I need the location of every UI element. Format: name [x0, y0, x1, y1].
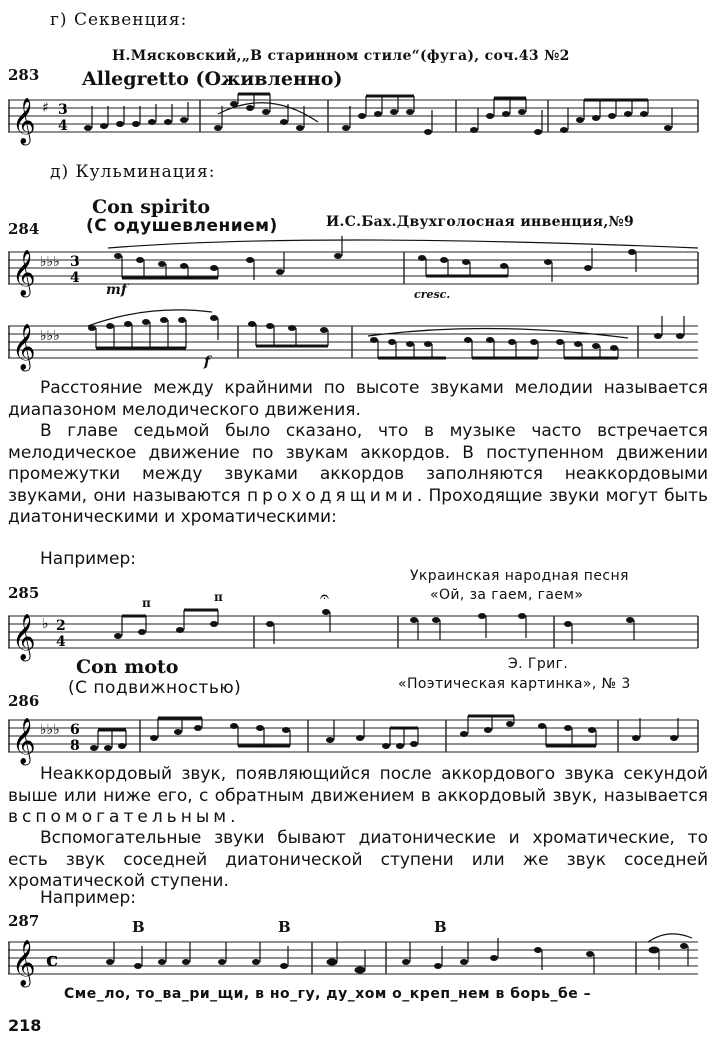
mark-p-2: п	[214, 590, 223, 604]
example-283-number: 283	[8, 66, 40, 84]
treble-clef-icon: 𝄞	[12, 98, 36, 144]
dynamic-f: f	[204, 354, 211, 370]
svg-text:3: 3	[70, 254, 80, 270]
paragraph-auxiliary-text: Неаккордовый звук, появляющийся после аккордового звука секундой выше или ниже его, с обратным движением в аккордовый звук, называется	[8, 764, 708, 806]
mark-v-3: В	[434, 918, 447, 936]
paragraph-auxiliary-types	[8, 828, 708, 893]
svg-text:4: 4	[70, 270, 80, 286]
treble-clef-icon: 𝄞	[12, 718, 36, 764]
page-number: 218	[8, 1016, 42, 1035]
paragraph-range-text: Расстояние между крайними по высоте звуками мелодии называется диапазоном мелодического движения.	[8, 378, 708, 420]
for-example-2: Например:	[40, 888, 136, 908]
treble-clef-icon: 𝄞	[12, 614, 36, 660]
paragraph-range	[8, 378, 708, 421]
staff-284-b	[8, 318, 708, 368]
svg-text:6: 6	[70, 722, 80, 738]
staff-283	[8, 92, 708, 142]
example-287-lyrics: Сме_ло, то_ва_ри_щи, в но_гу, ду_хом о_креп_нем в борь_бе –	[64, 986, 592, 1002]
staff-286	[8, 712, 708, 762]
key-signature: ♯	[42, 100, 49, 116]
example-285-source-2: «Ой, за гаем, гаем»	[430, 587, 584, 603]
paragraph-passing-text-end: . Проходящие звуки могут быть диатоническими и хроматическими:	[8, 485, 708, 528]
dynamic-cresc: cresc.	[414, 288, 451, 301]
svg-text:8: 8	[70, 738, 80, 754]
example-283-tempo: Allegretto (Оживленно)	[82, 68, 343, 90]
notes	[90, 716, 678, 752]
example-283-source: Н.Мясковский,„В старинном стиле“(фуга), соч.43 №2	[112, 48, 570, 64]
treble-clef-icon: 𝄞	[12, 324, 36, 370]
svg-text:4: 4	[58, 118, 68, 134]
example-284-tempo-ru: (С одушевлением)	[86, 216, 278, 236]
staff-287	[8, 934, 708, 984]
paragraph-passing-tones	[8, 421, 708, 529]
example-286-number: 286	[8, 692, 40, 710]
term-auxiliary: вспомогательным	[8, 807, 231, 828]
treble-clef-icon: 𝄞	[12, 940, 36, 986]
paragraph-passing-text: В главе седьмой было сказано, что в музыке часто встречается мелодическое движение по звукам аккордов. В поступенном движении промежутки между звуками аккордов заполняются неаккордовыми звуками, они называются	[8, 421, 708, 506]
paragraph-auxiliary-types-text: Вспомогательные звуки бывают диатонические и хроматические, то есть звук соседней диатонической ступени или же звук соседней хроматической ступени.	[8, 828, 708, 892]
mark-v-1: В	[132, 918, 145, 936]
example-287-number: 287	[8, 912, 40, 930]
example-284-source: И.С.Бах.Двухголосная инвенция,№9	[326, 214, 635, 230]
key-signature: ♭♭♭	[40, 328, 60, 344]
example-286-source-2: «Поэтическая картинка», № 3	[398, 676, 631, 692]
example-286-tempo-ru: (С подвижностью)	[68, 678, 242, 698]
paragraph-auxiliary-tones	[8, 764, 708, 829]
treble-clef-icon: 𝄞	[12, 250, 36, 296]
mark-v-2: В	[278, 918, 291, 936]
mark-p-1: п	[142, 596, 151, 610]
paragraph-auxiliary-end: .	[230, 807, 236, 828]
fermata-icon: 𝄐	[320, 587, 329, 606]
term-passing: проходящими	[247, 485, 417, 506]
time-signature-c: c	[46, 947, 59, 971]
example-285-number: 285	[8, 584, 40, 602]
example-286-source-1: Э. Григ.	[508, 656, 569, 672]
svg-text:4: 4	[56, 634, 66, 650]
for-example-1: Например:	[40, 549, 136, 569]
key-signature: ♭♭♭	[40, 254, 60, 270]
notes	[88, 315, 684, 358]
key-signature: ♭	[42, 616, 49, 632]
example-286-tempo: Con moto	[76, 656, 179, 678]
example-284-tempo: Con spirito	[92, 196, 211, 218]
notes	[106, 938, 688, 974]
example-285-source-1: Украинская народная песня	[410, 568, 629, 584]
section-d-heading: д) Кульминация:	[50, 162, 216, 182]
dynamic-mf: mf	[106, 282, 127, 298]
notes	[114, 609, 634, 648]
section-g-heading: г) Секвенция:	[50, 10, 188, 30]
example-284-number: 284	[8, 220, 40, 238]
time-signature: 3	[58, 102, 68, 118]
key-signature: ♭♭♭	[40, 722, 60, 738]
svg-text:2: 2	[56, 618, 66, 634]
